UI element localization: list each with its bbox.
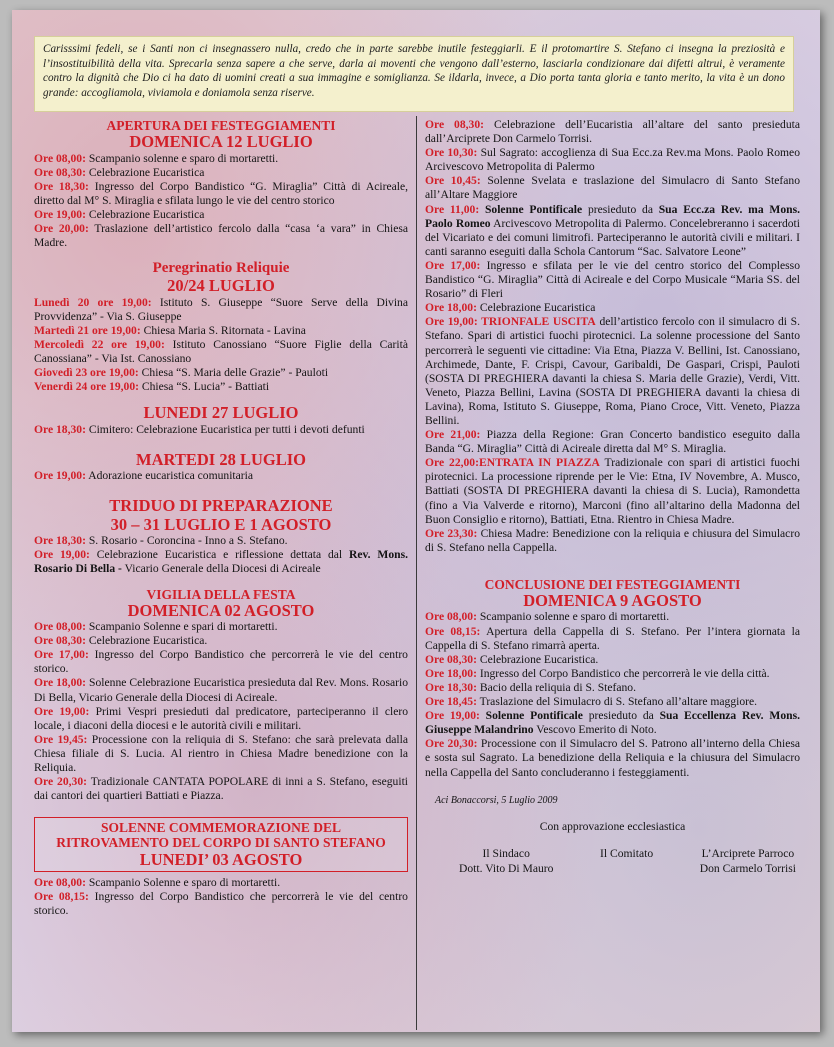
event-text: Primi Vespri presieduti dal predicatore, parteciperanno il clero locale, i diaconi della diocesi e le autorità civili e militari. — [34, 704, 408, 732]
event-text: Tradizionale CANTATA POPOLARE di inni a S. Stefano, eseguiti dai cantori dei quartieri Battiati e Piazza. — [34, 775, 409, 803]
event-line — [425, 695, 800, 709]
event-text: Chiesa “S. Lucia” - Battiati — [138, 380, 270, 394]
event-time: Ore 19,00: — [34, 207, 86, 221]
signature-role: L’Arciprete Parroco — [701, 846, 795, 860]
event-time: Ore 19,00: — [425, 709, 480, 723]
event-list — [34, 296, 408, 395]
event-time: Ore 20,30: — [34, 775, 88, 789]
event-time: Ore 18,00: — [34, 676, 87, 690]
event-text: Istituto S. Giuseppe “Suore Serve della Divina Provvidenza” - Via S. Giuseppe — [34, 295, 408, 323]
section-title: 20/24 LUGLIO — [167, 276, 275, 296]
signature-name: Don Carmelo Torrisi — [699, 861, 796, 875]
event-time: Ore 08,30: — [34, 634, 86, 648]
section-title: DOMENICA 02 AGOSTO — [127, 600, 315, 620]
event-text: S. Rosario - Coroncina - Inno a S. Stefano. — [85, 534, 288, 548]
section-subtitle: SOLENNE COMMEMORAZIONE DEL — [100, 820, 342, 836]
section-lunedi — [34, 404, 408, 437]
event-highlight: ENTRATA IN PIAZZA — [478, 456, 600, 470]
event-text: Scampanio solenne e sparo di mortaretti. — [476, 610, 670, 624]
event-text: Celebrazione Eucaristica — [476, 301, 596, 315]
event-time: Ore 08,15: — [34, 890, 89, 904]
event-time: Ore 18,45: — [425, 695, 477, 709]
event-time: Ore 10,30: — [425, 146, 478, 160]
event-time: Ore 18,30: — [425, 680, 477, 694]
event-text: Cimitero: Celebrazione Eucaristica per tutti i devoti defunti — [85, 422, 365, 436]
section-apertura — [34, 118, 408, 250]
section-peregrinatio — [34, 260, 408, 394]
event-time: Ore 19,00: — [425, 315, 478, 329]
event-text: Traslazione dell’artistico fercolo dalla “casa ‘a vara” in Chiesa Madre. — [34, 222, 408, 250]
section-subtitle: APERTURA DEI FESTEGGIAMENTI — [106, 118, 336, 133]
event-time: Ore 18,30: — [34, 534, 86, 548]
event-list — [425, 610, 800, 779]
event-list — [34, 534, 408, 576]
event-line — [425, 301, 800, 315]
event-time: Ore 18,30: — [34, 179, 89, 193]
section-domenica-continued — [425, 118, 800, 555]
event-line — [34, 152, 408, 166]
event-emphasis: Solenne Pontificale — [479, 202, 583, 216]
event-text: presieduto da — [582, 709, 660, 723]
event-line — [34, 366, 408, 380]
event-text: Celebrazione dell’Eucaristia all’altare del santo presieduta dall’Arciprete Don Carmelo Torrisi. — [425, 118, 800, 146]
event-text: Vicario Generale della Diocesi di Acireale — [121, 562, 321, 576]
section-subtitle: Peregrinatio Reliquie — [152, 260, 290, 277]
event-line — [34, 338, 408, 366]
event-line — [425, 118, 800, 146]
section-title: TRIDUO DI PREPARAZIONE — [109, 496, 333, 516]
section-subtitle: VIGILIA DELLA FESTA — [146, 586, 296, 602]
event-line — [425, 146, 800, 174]
section-triduo — [34, 497, 408, 576]
event-line — [34, 180, 408, 208]
event-line — [425, 709, 800, 737]
event-list — [34, 423, 408, 437]
event-text: Arcivescovo Metropolita di Palermo. Concelebreranno i sacerdoti del Vicariato e dei comuni limitrofi. Parteciperanno le autorità civili e militari. I canti saranno eseguiti dalla Schola Cantorum “Sac. Salvatore Leone” — [425, 216, 800, 258]
event-list — [34, 620, 408, 803]
event-text: Vescovo Emerito di Noto. — [533, 723, 657, 737]
event-text: Celebrazione Eucaristica. — [476, 652, 599, 666]
event-text: Celebrazione Eucaristica. — [85, 634, 208, 648]
event-time: Ore 19,00: — [34, 704, 90, 718]
event-text: Istituto Canossiano “Suore Figlie della Carità Canossiana” - Via Ist. Canossiano — [34, 337, 408, 365]
event-line — [34, 222, 408, 250]
event-time: Ore 08,30: — [34, 165, 86, 179]
event-list — [425, 118, 800, 555]
right-column — [425, 118, 800, 876]
event-time: Ore 11,00: — [425, 202, 480, 216]
event-list — [34, 876, 408, 918]
signature-name: Dott. Vito Di Mauro — [459, 861, 554, 875]
signature-parroco — [700, 846, 796, 876]
event-time: Ore 21,00: — [425, 428, 481, 442]
signature-role: Il Sindaco — [482, 846, 530, 860]
event-emphasis: Sua Ecc.za Rev. ma Mons. Paolo Romeo — [425, 202, 800, 230]
event-text: Celebrazione Eucaristica e riflessione dettata dal — [89, 548, 349, 562]
event-time: Ore 08,30: — [425, 652, 477, 666]
event-text: Ingresso del Corpo Bandistico che percorrerà le vie del centro storico. — [34, 648, 408, 676]
event-time: Ore 19,00: — [34, 469, 86, 483]
left-column — [34, 118, 408, 930]
event-time: Ore 08,00: — [34, 875, 86, 889]
event-line — [425, 610, 800, 624]
event-line — [34, 208, 408, 222]
event-time: Lunedì 20 ore 19,00: — [34, 295, 152, 309]
event-text: Traslazione del Simulacro di S. Stefano all’altare maggiore. — [476, 695, 758, 709]
event-text: Scampanio Solenne e spari di mortaretti. — [85, 620, 278, 634]
event-time: Ore 18,00: — [425, 666, 477, 680]
event-line — [34, 890, 408, 918]
event-text: Ingresso del Corpo Bandistico che percorrerà le vie della città. — [476, 666, 770, 680]
event-text: Scampanio solenne e sparo di mortaretti. — [85, 151, 279, 165]
event-time: Ore 08,00: — [34, 620, 86, 634]
event-line — [425, 456, 800, 526]
event-time: Giovedì 23 ore 19,00: — [34, 365, 139, 379]
signature-comitato — [600, 846, 653, 876]
intro-paragraph: Carisssimi fedeli, se i Santi non ci insegnassero nulla, credo che in parte sarebbe inutile festeggiarli. E il protomartire S. Stefano ci insegna la preziosità e l’insostituibilità della vita. Sprecarla senza sapere a che serve, darla ai moventi che vengono dall’esterno, lasciarla condizionare dai difetti altrui, è veramente contro la dignità che Dio ci ha dato di uomini creati a sua immagine e somiglianza. Se ildarla, invece, a Dio porta tanta gloria e tanto merito, la vita è un dono grande: accogliamola, viviamola e doniamola senza riserve. — [34, 36, 794, 112]
event-time: Ore 18,30: — [34, 422, 86, 436]
event-line — [34, 676, 408, 704]
event-line — [425, 737, 800, 779]
event-line — [34, 705, 408, 733]
event-line — [425, 667, 800, 681]
section-subtitle: CONCLUSIONE DEI FESTEGGIAMENTI — [484, 576, 741, 592]
section-title: DOMENICA 12 LUGLIO — [129, 132, 313, 152]
event-emphasis: Solenne Pontificale — [479, 709, 583, 723]
event-line — [425, 625, 800, 653]
event-time: Ore 20,00: — [34, 222, 89, 236]
event-line — [425, 653, 800, 667]
event-line — [34, 380, 408, 394]
event-time: Ore 08,30: — [425, 118, 485, 131]
event-line — [34, 775, 408, 803]
event-text: Bacio della reliquia di S. Stefano. — [476, 680, 637, 694]
section-conclusione — [425, 577, 800, 780]
place-date: Aci Bonaccorsi, 5 Luglio 2009 — [435, 794, 558, 806]
event-time: Ore 08,00: — [34, 151, 86, 165]
event-line — [34, 620, 408, 634]
event-time: Ore 19,00: — [34, 548, 90, 562]
event-text: Ingresso del Corpo Bandistico che percorrerà le vie del centro storico. — [34, 890, 408, 918]
signature-sindaco — [459, 846, 553, 876]
event-list — [34, 469, 408, 483]
event-line — [34, 548, 408, 576]
event-line — [425, 681, 800, 695]
event-emphasis: Sua Eccellenza Rev. Mons. Giuseppe Malandrino — [425, 709, 800, 737]
event-line — [425, 203, 800, 259]
event-time: Ore 23,30: — [425, 526, 478, 540]
event-time: Ore 18,00: — [425, 301, 477, 315]
event-emphasis: Rev. Mons. Rosario Di Bella - — [34, 548, 409, 576]
section-title: LUNEDI’ 03 AGOSTO — [139, 849, 303, 869]
event-time: Ore 17,00: — [34, 648, 89, 662]
event-text: Processione con la reliquia di S. Stefano: che sarà prelevata dalla Chiesa filiale di S. Lucia. Al rientro in Chiesa Madre benedizione con la Reliquia. — [34, 732, 408, 775]
event-time: Ore 19,45: — [34, 732, 88, 746]
event-text: Solenne Celebrazione Eucaristica presieduta dal Rev. Mons. Rosario Di Bella, Vicario Generale della Diocesi di Acireale. — [34, 676, 408, 704]
event-text: Piazza della Regione: Gran Concerto bandistico eseguito dalla Banda “G. Miraglia” Città di Acireale diretta dal M° S. Miraglia. — [425, 428, 800, 456]
event-text: con spari di artistici fuochi pirotecnici. La processione riprende per le Vie: Etna, IV Novembre, A. Musco, Battiati (SOSTA DI PREGHIERA davanti la chiesa di S. Lucia), Ramondetta (fino a Via Valverde e ritorno), Marconi (fino all’altarino della Madonna del Buon Consiglio e ritorno), Battiati, Etna. Rientro in Chiesa Madre. — [425, 456, 800, 526]
event-text: Ingresso e sfilata per le vie del centro storico del Complesso Bandistico “G. Miraglia” Città di Acireale e del Corpo Musicale “Maria SS. del Rosario” di Fleri — [425, 258, 800, 301]
event-line — [34, 648, 408, 676]
event-line — [34, 634, 408, 648]
event-time: Ore 08,00: — [425, 610, 477, 624]
event-text: Processione con il Simulacro del S. Patrono all’interno della Chiesa e sosta sul Sagrato. La benedizione della Reliquia e la chiusura del Simulacro nella Cappella del Santo concluderanno i festeggiamenti. — [425, 737, 800, 779]
section-title: DOMENICA 9 AGOSTO — [523, 591, 702, 611]
section-vigilia — [34, 587, 408, 804]
ritrovamento-box — [34, 817, 408, 872]
signature-role: Il Comitato — [600, 846, 654, 860]
event-line — [34, 423, 408, 437]
event-text: Tradizionale — [599, 456, 668, 470]
signatures — [425, 846, 800, 876]
event-list — [34, 152, 408, 251]
event-text: Chiesa Maria S. Ritornata - Lavina — [140, 323, 306, 337]
event-line — [34, 166, 408, 180]
event-line — [425, 527, 800, 555]
section-subtitle: RITROVAMENTO DEL CORPO DI SANTO STEFANO — [56, 835, 386, 851]
section-title: MARTEDI 28 LUGLIO — [136, 449, 306, 469]
event-time: Ore 20,30: — [425, 737, 478, 751]
event-line — [425, 315, 800, 428]
event-text: Celebrazione Eucaristica — [85, 207, 205, 221]
column-divider — [416, 116, 417, 1030]
event-time: Ore 08,15: — [425, 624, 481, 638]
event-line — [34, 876, 408, 890]
event-text: Adorazione eucaristica comunitaria — [85, 469, 254, 483]
event-line — [34, 469, 408, 483]
event-line — [425, 428, 800, 456]
event-text: Solenne Svelata e traslazione del Simulacro di Santo Stefano all’Altare Maggiore — [425, 174, 800, 202]
event-text: Chiesa “S. Maria delle Grazie” - Pauloti — [138, 365, 329, 379]
section-ritrovamento — [34, 817, 408, 918]
event-line — [34, 296, 408, 324]
approval-note: Con approvazione ecclesiastica — [539, 819, 686, 833]
event-line — [34, 733, 408, 775]
event-line — [425, 259, 800, 301]
event-text: Ingresso del Corpo Bandistico “G. Miraglia” Città di Acireale, diretto dal M° S. Miraglia e sfilata lungo le vie del centro storico — [34, 179, 408, 207]
event-line — [34, 534, 408, 548]
event-text: Sul Sagrato: accoglienza di Sua Ecc.za Rev.ma Mons. Paolo Romeo Arcivescovo Metropolita di Palermo — [425, 146, 800, 174]
event-line — [34, 324, 408, 338]
event-time: Ore 10,45: — [425, 174, 481, 188]
event-time: Ore 17,00: — [425, 258, 481, 272]
event-text: Chiesa Madre: Benedizione con la reliquia e chiusura del Simulacro di S. Stefano nella Cappella. — [425, 526, 800, 554]
event-time: Martedì 21 ore 19,00: — [34, 323, 141, 337]
event-text: presieduto da — [582, 202, 659, 216]
event-text: dell’artistico fercolo con il simulacro di S. Stefano. Spari di artistici fuochi pirotecnici. La solenne processione del Santo percorrerà le seguenti vie cittadine: Via Etna, Piazza V. Bellini, Ist. Canossiano, Archimede, Dante, F. Crispi, Cavour, Garibaldi, De Gaspari, Crispi, Pauloti (SOSTA DI PREGHIERA davanti la chiesa S. Maria delle Grazie), Verdi, Vitt. Veneto, Piazza Bellini, Lavina (SOSTA DI PREGHIERA davanti la chiesa di Lavina), Roma, Istituto S. Giuseppe, Roma, Piano Croce, Vitt. Veneto, Piazza Bellini. — [425, 315, 801, 427]
section-title: 30 – 31 LUGLIO E 1 AGOSTO — [110, 514, 332, 534]
program-sheet — [12, 10, 820, 1032]
event-time: Ore 22,00: — [425, 456, 479, 470]
event-highlight: TRIONFALE USCITA — [477, 315, 596, 329]
event-text: Celebrazione Eucaristica — [85, 165, 205, 179]
event-time: Venerdì 24 ore 19,00: — [34, 380, 139, 394]
event-text: Apertura della Cappella di S. Stefano. Per l’intera giornata la Cappella di S. Stefano rimarrà aperta. — [425, 624, 800, 652]
section-title: LUNEDI 27 LUGLIO — [143, 403, 299, 423]
signature-footer — [425, 794, 800, 876]
event-time: Mercoledì 22 ore 19,00: — [34, 337, 165, 351]
section-martedi — [34, 451, 408, 484]
event-text: Scampanio Solenne e sparo di mortaretti. — [85, 875, 281, 889]
event-line — [425, 174, 800, 202]
